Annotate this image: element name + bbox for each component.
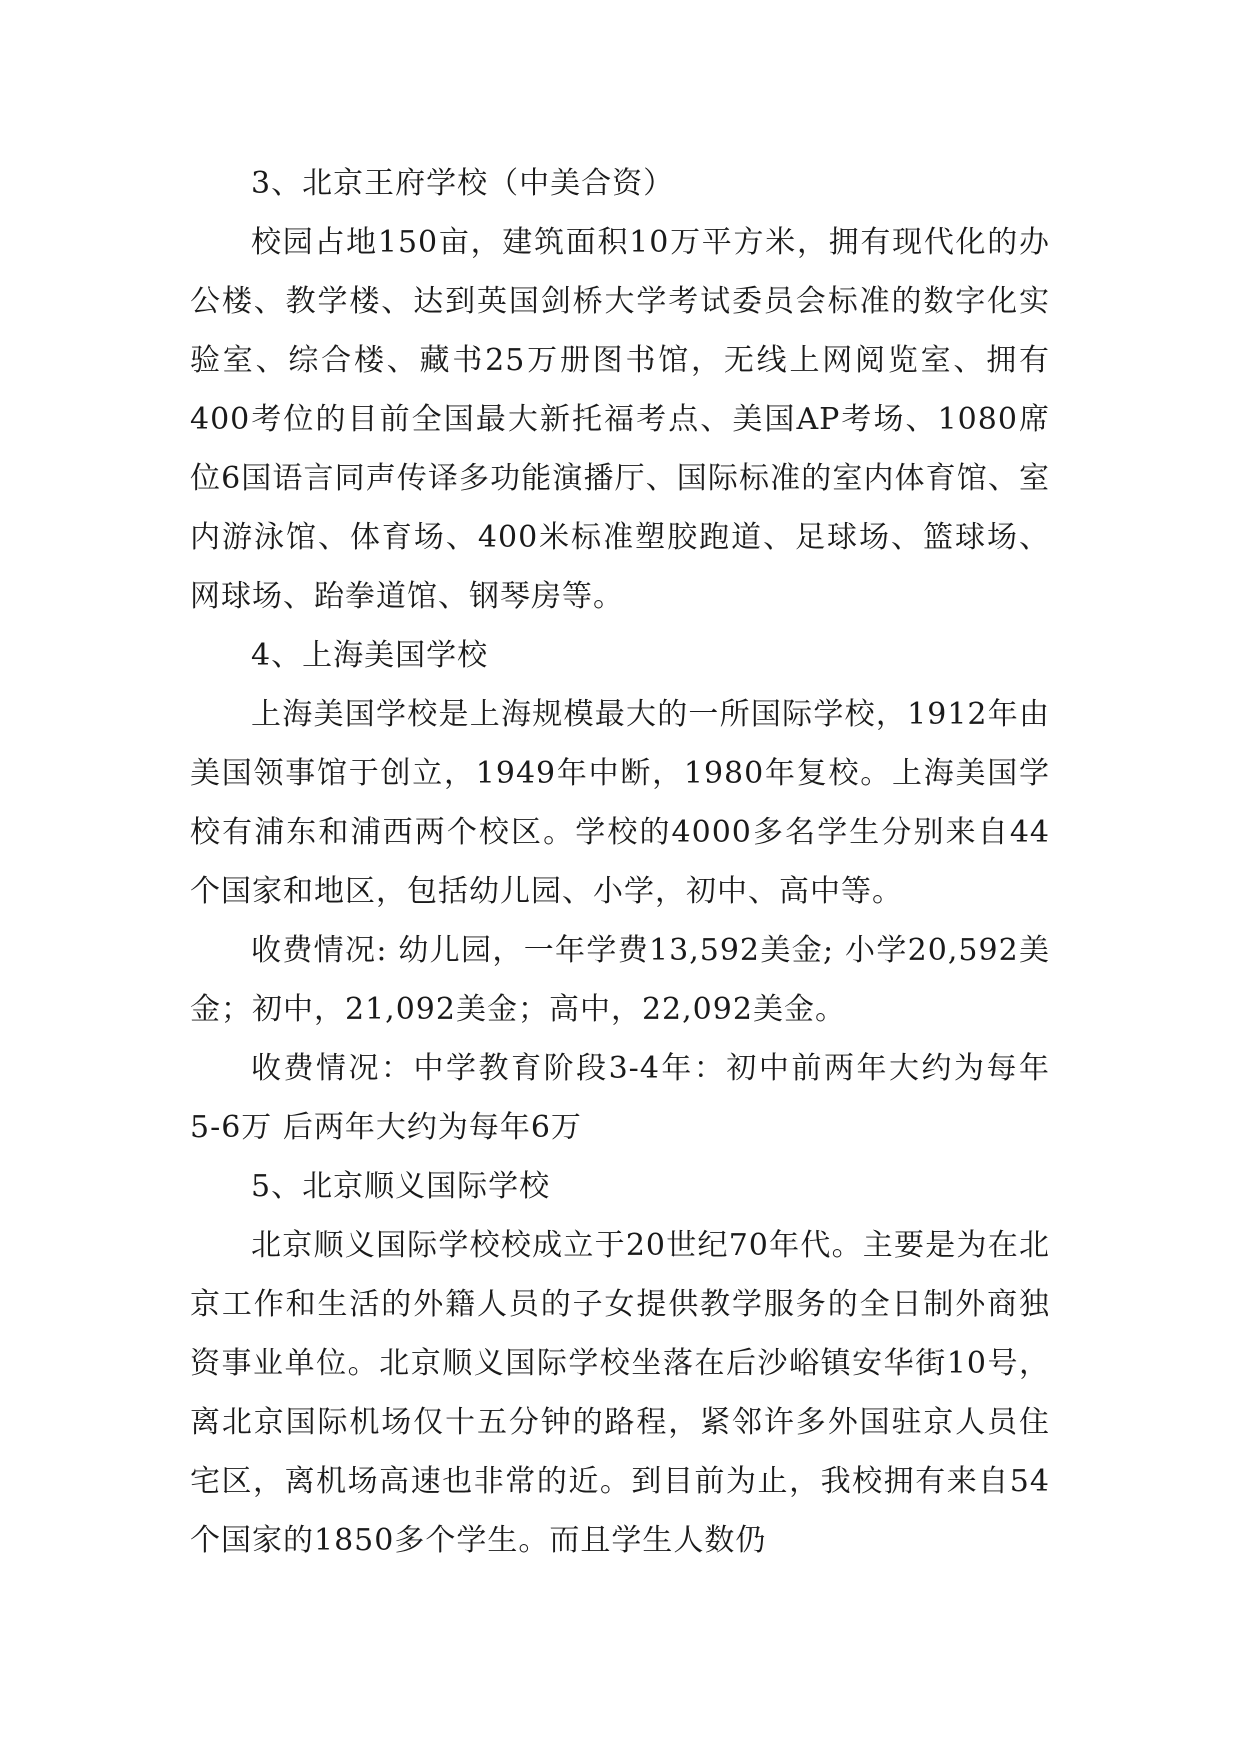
- paragraph-tuition-fees: 收费情况: 幼儿园，一年学费13,592美金; 小学20,592美金；初中，21,092美金；高中，22,092美金。: [190, 933, 1050, 1027]
- heading-shanghai-american-school: 4、上海美国学校: [251, 638, 489, 673]
- paragraph-shanghai-american-school: 上海美国学校是上海规模最大的一所国际学校，1912年由美国领事馆于创立，1949年中断，1980年复校。上海美国学校有浦东和浦西两个校区。学校的4000多名学生分别来自44个国家和地区，包括幼儿园、小学，初中、高中等。: [190, 697, 1050, 909]
- paragraph-wangfu-campus: 校园占地150亩，建筑面积10万平方米，拥有现代化的办公楼、教学楼、达到英国剑桥大学考试委员会标准的数字化实验室、综合楼、藏书25万册图书馆，无线上网阅览室、拥有400考位的目前全国最大新托福考点、美国AP考场、1080席位6国语言同声传译多功能演播厅、国际标准的室内体育馆、室内游泳馆、体育场、400米标准塑胶跑道、足球场、篮球场、网球场、跆拳道馆、钢琴房等。: [190, 225, 1050, 614]
- document-body: [190, 154, 1050, 1570]
- paragraph-shunyi-school: 北京顺义国际学校校成立于20世纪70年代。主要是为在北京工作和生活的外籍人员的子女提供教学服务的全日制外商独资事业单位。北京顺义国际学校坐落在后沙峪镇安华街10号，离北京国际机场仅十五分钟的路程，紧邻许多外国驻京人员住宅区，离机场高速也非常的近。到目前为止，我校拥有来自54个国家的1850多个学生。而且学生人数仍: [190, 1228, 1050, 1558]
- paragraph-secondary-fees: 收费情况：中学教育阶段3-4年：初中前两年大约为每年 5-6万 后两年大约为每年6万: [190, 1051, 1050, 1145]
- heading-beijing-shunyi-school: 5、北京顺义国际学校: [251, 1169, 551, 1204]
- heading-beijing-wangfu-school: 3、北京王府学校（中美合资）: [251, 166, 675, 201]
